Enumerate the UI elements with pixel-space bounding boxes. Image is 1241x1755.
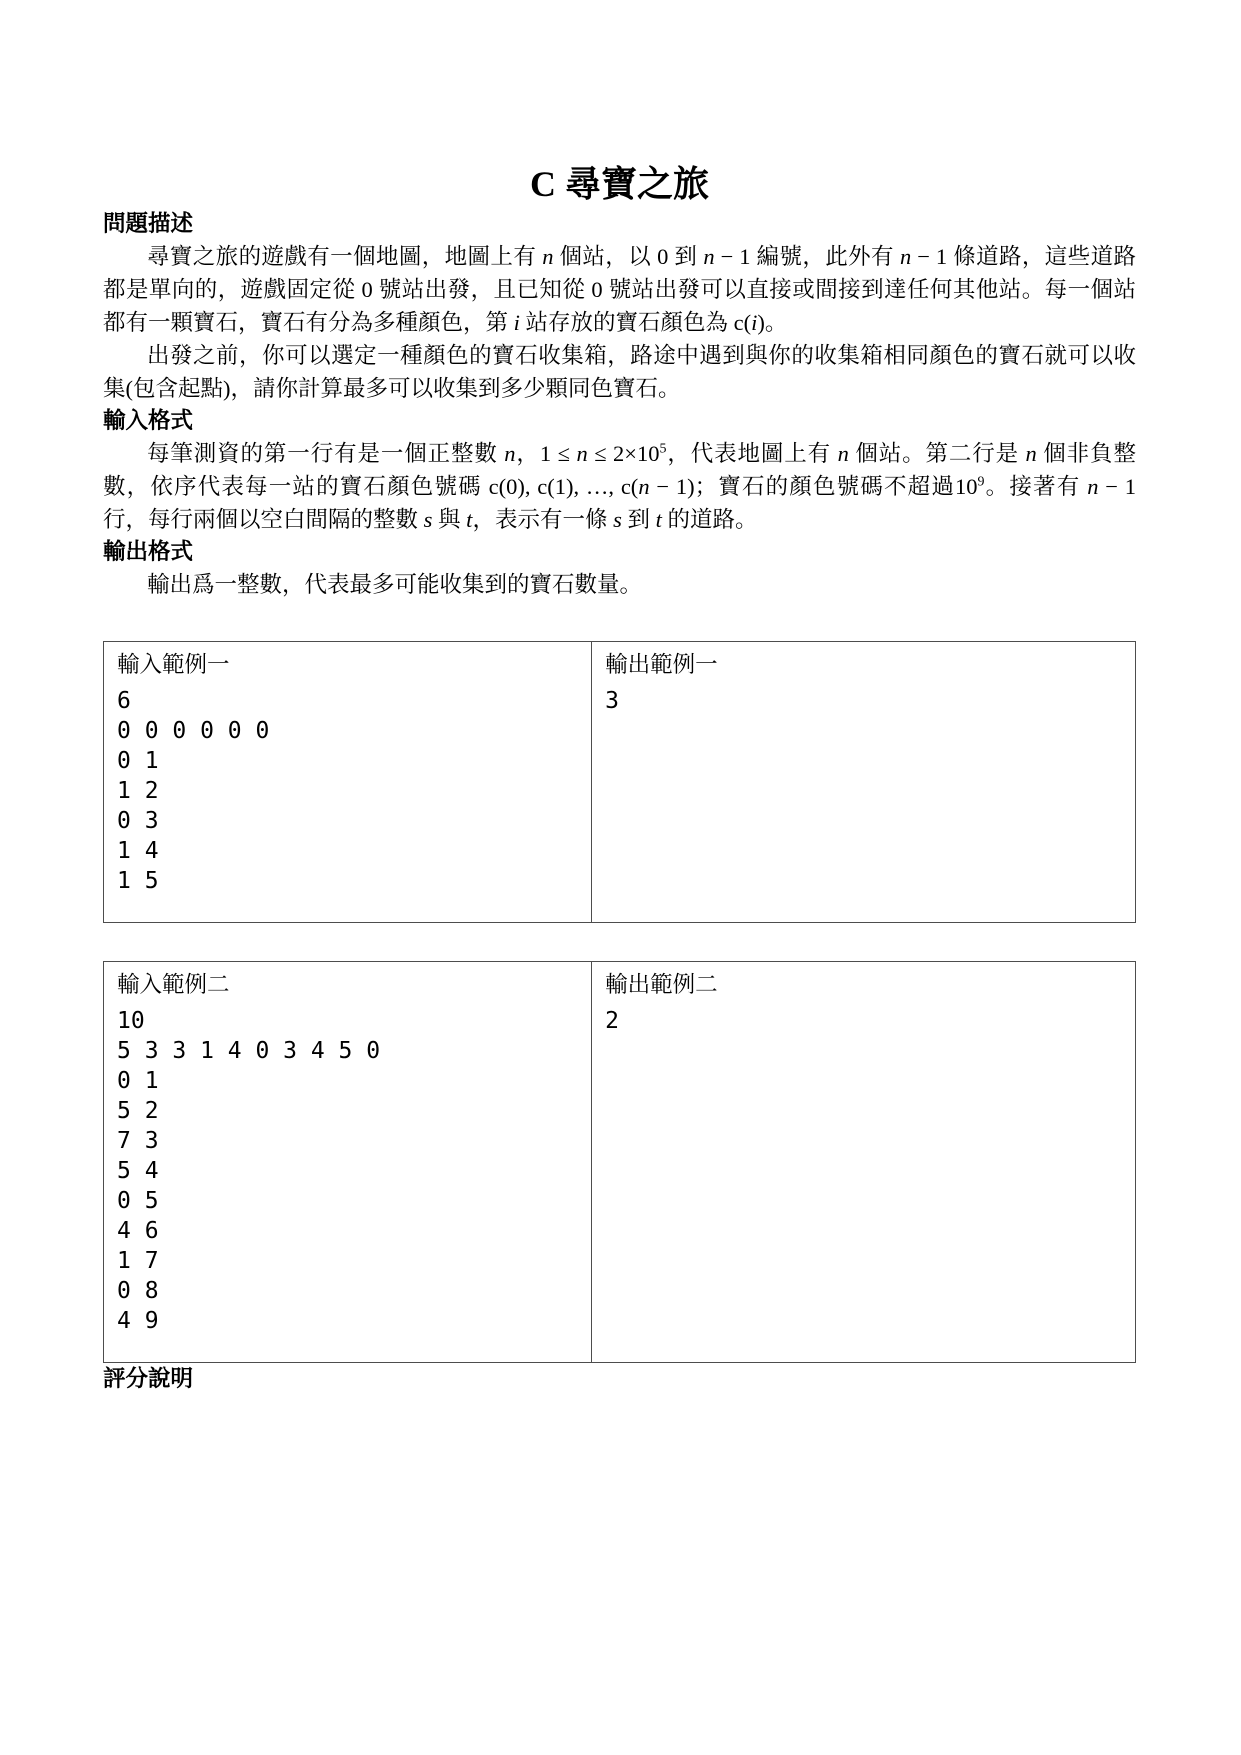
code-line: 3 (605, 688, 619, 714)
text-segment: 輸出爲一整數，代表最多可能收集到的寶石數量。 (147, 572, 643, 597)
text-segment: n (703, 244, 715, 269)
text-segment: − 1 編號，此外有 (714, 244, 900, 269)
text-segment: 個非負整數，依序代表每一站的寶石顏色號碼 c(0), c(1), …, c( (103, 441, 1136, 499)
text-segment: 與 (432, 507, 467, 532)
example-1-output-label: 輸出範例一 (605, 652, 718, 677)
text-segment: n (638, 474, 650, 499)
text-segment: n (576, 441, 588, 466)
code-line: 10 (117, 1008, 145, 1034)
text-segment: 出發之前，你可以選定一種顏色的寶石收集箱，路途中遇到與你的收集箱相同顏色的寶石就可以收集(包含起點)，請你計算最多可以收集到多少顆同色寶石。 (103, 343, 1136, 401)
output-format-paragraph (103, 568, 1136, 601)
code-line: 0 0 0 0 0 0 (117, 718, 270, 744)
text-segment: 個站，以 0 到 (553, 244, 704, 269)
text-segment: i (751, 310, 758, 335)
code-line: 1 4 (117, 838, 159, 864)
example-1-table (103, 641, 1136, 923)
section-heading-problem-description: 問題描述 (103, 211, 194, 236)
text-segment: n (504, 441, 516, 466)
code-line: 4 6 (117, 1218, 159, 1244)
text-segment: t (655, 507, 662, 532)
example-1-output-cell (592, 642, 1136, 923)
text-segment: t (466, 507, 473, 532)
example-2-output-code (605, 1006, 1123, 1036)
text-segment: 的道路。 (661, 507, 758, 532)
text-segment: n (542, 244, 554, 269)
text-segment: s (613, 507, 622, 532)
section-heading-input-format: 輸入格式 (103, 408, 194, 433)
example-2-input-code (117, 1006, 579, 1336)
code-line: 0 5 (117, 1188, 159, 1214)
code-line: 5 4 (117, 1158, 159, 1184)
text-segment: s (423, 507, 433, 532)
example-2-output-label: 輸出範例二 (605, 972, 718, 997)
text-segment: − 1)；寶石的顏色號碼不超過10 (649, 474, 978, 499)
code-line: 5 3 3 1 4 0 3 4 5 0 (117, 1038, 381, 1064)
page-title: C 尋寶之旅 (530, 164, 709, 204)
example-2-table (103, 961, 1136, 1363)
code-line: 0 1 (117, 748, 159, 774)
text-segment: − 1 條道路，這些道路都是單向的，遊戲固定從 0 號站出發，且已知從 0 號站出發可以直接或間接到達任何其他站。每一個站都有一顆寶石，寶石有分為多種顏色，第 (103, 244, 1136, 335)
input-format-paragraph (103, 437, 1136, 536)
text-segment: )。 (757, 310, 788, 335)
text-segment: ，代表地圖上有 (666, 441, 838, 466)
code-line: 4 9 (117, 1308, 159, 1334)
example-2-input-label: 輸入範例二 (117, 972, 230, 997)
example-2-output-cell (592, 962, 1136, 1363)
text-segment: − 1 行，每行兩個以空白間隔的整數 (103, 474, 1136, 532)
text-segment: i (513, 310, 520, 335)
code-line: 6 (117, 688, 131, 714)
code-line: 0 3 (117, 808, 159, 834)
example-2-input-cell (104, 962, 592, 1363)
example-2-row (104, 962, 1136, 1363)
example-1-input-code (117, 686, 579, 896)
example-1-row (104, 642, 1136, 923)
text-segment: ，表示有一條 (472, 507, 614, 532)
document-content (103, 0, 1136, 1395)
code-line: 1 7 (117, 1248, 159, 1274)
text-segment: ≤ 2×10 (587, 441, 660, 466)
text-segment: n (899, 244, 912, 269)
text-segment: 尋寶之旅的遊戲有一個地圖，地圖上有 (147, 244, 543, 269)
text-segment: 5 (659, 441, 667, 457)
text-segment: 到 (621, 507, 656, 532)
section-heading-output-format: 輸出格式 (103, 539, 194, 564)
text-segment: n (837, 441, 849, 466)
text-segment: 9 (977, 474, 985, 490)
text-segment: ，1 ≤ (515, 441, 577, 466)
code-line: 0 1 (117, 1068, 159, 1094)
problem-paragraph-2 (103, 339, 1136, 405)
code-line: 5 2 (117, 1098, 159, 1124)
code-line: 1 5 (117, 868, 159, 894)
code-line: 2 (605, 1008, 619, 1034)
code-line: 1 2 (117, 778, 159, 804)
code-line: 0 8 (117, 1278, 159, 1304)
example-1-output-code (605, 686, 1123, 716)
example-1-input-cell (104, 642, 592, 923)
section-heading-scoring: 評分說明 (103, 1366, 194, 1391)
example-1-input-label: 輸入範例一 (117, 652, 230, 677)
text-segment: 個站。第二行是 (848, 441, 1026, 466)
text-segment: n (1025, 441, 1037, 466)
text-segment: n (1087, 474, 1099, 499)
text-segment: 。接著有 (984, 474, 1088, 499)
text-segment: 站存放的寶石顏色為 c( (519, 310, 752, 335)
code-line: 7 3 (117, 1128, 159, 1154)
problem-paragraph-1 (103, 240, 1136, 339)
text-segment: 每筆測資的第一行有是一個正整數 (147, 441, 505, 466)
